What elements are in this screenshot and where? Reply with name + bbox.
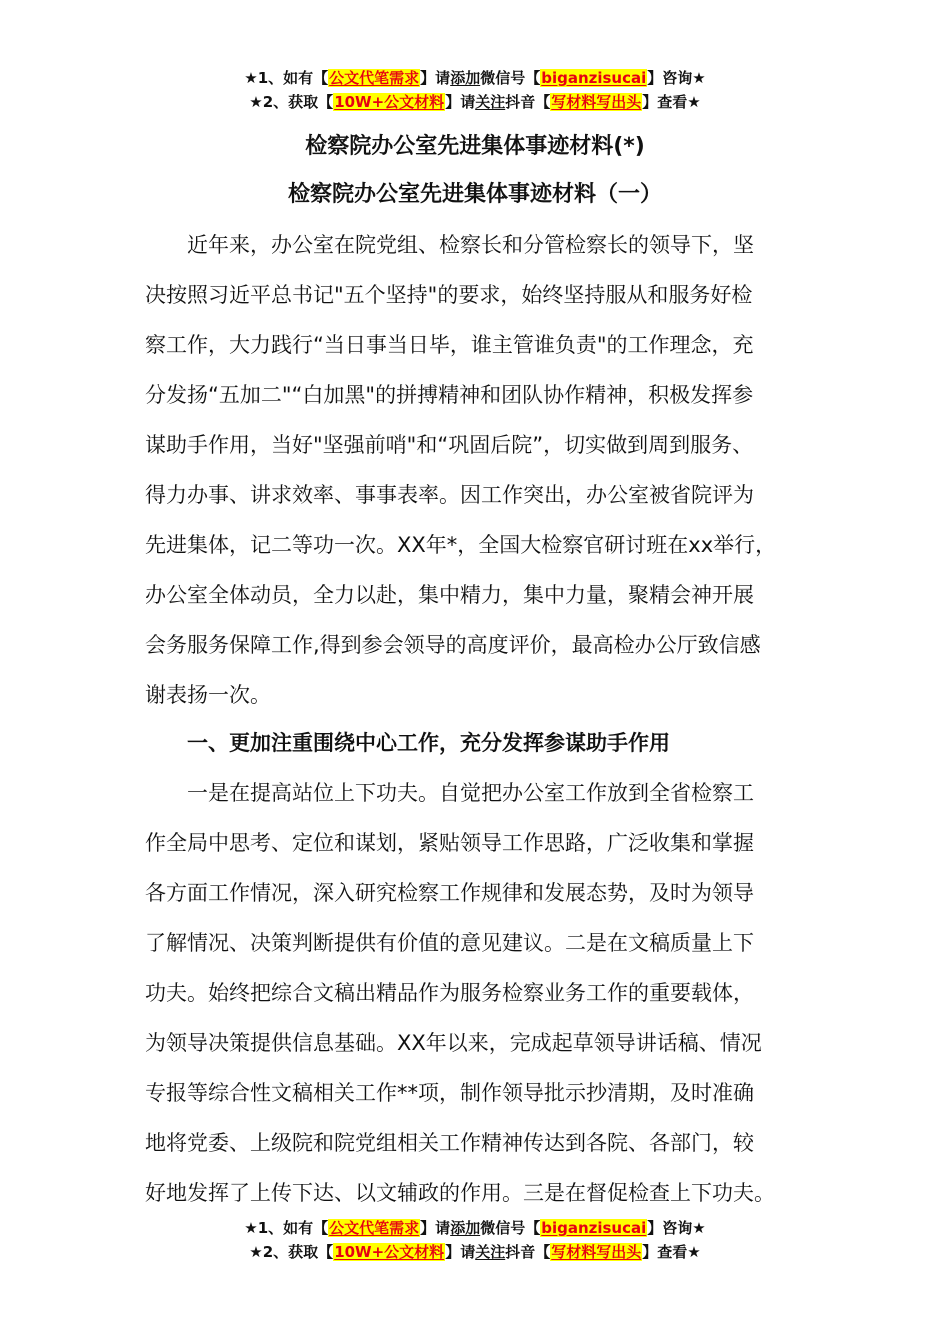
document-title: 检察院办公室先进集体事迹材料(*) — [305, 134, 645, 159]
banner-underline: 添加 — [450, 69, 481, 87]
banner-text: ★2、获取【 — [249, 93, 334, 111]
banner-line-2 — [0, 1240, 950, 1264]
banner-line-1 — [0, 66, 950, 90]
banner-highlight: 10W+公文材料 — [334, 1243, 445, 1261]
banner-line-2 — [0, 90, 950, 114]
banner-text: 微信号【 — [480, 1219, 541, 1237]
text-line: 决按照习近平总书记"五个坚持"的要求，始终坚持服从和服务好检 — [145, 283, 753, 307]
banner-underline: 添加 — [450, 1219, 481, 1237]
banner-highlight: 公文代笔需求 — [329, 69, 420, 87]
bottom-banner — [0, 1216, 950, 1264]
banner-highlight: biganzisucai — [541, 1219, 647, 1237]
banner-text: 】请 — [445, 1243, 476, 1261]
text-line: 办公室全体动员，全力以赴，集中精力，集中力量，聚精会神开展 — [145, 583, 754, 607]
banner-text: ★1、如有【 — [244, 1219, 329, 1237]
top-banner — [0, 66, 950, 114]
banner-highlight: 公文代笔需求 — [329, 1219, 420, 1237]
text-line: 专报等综合性文稿相关工作**项，制作领导批示抄清期，及时准确 — [145, 1081, 754, 1105]
banner-text: 】咨询★ — [647, 69, 706, 87]
text-line: 先进集体，记二等功一次。XX年*，全国大检察官研讨班在xx举行， — [145, 533, 777, 557]
text-line: 一是在提高站位上下功夫。自觉把办公室工作放到全省检察工 — [145, 781, 754, 805]
banner-text: 】查看★ — [642, 93, 701, 111]
text-line: 谢表扬一次。 — [145, 683, 271, 707]
banner-text: 】请 — [420, 1219, 451, 1237]
text-line: 了解情况、决策判断提供有价值的意见建议。二是在文稿质量上下 — [145, 931, 754, 955]
text-line: 为领导决策提供信息基础。XX年以来，完成起草领导讲话稿、情况 — [145, 1031, 762, 1055]
banner-text: 】查看★ — [642, 1243, 701, 1261]
text-line: 会务服务保障工作,得到参会领导的高度评价，最高检办公厅致信感 — [145, 633, 761, 657]
section-heading-1: 一、更加注重围绕中心工作，充分发挥参谋助手作用 — [145, 731, 670, 755]
text-line: 各方面工作情况，深入研究检察工作规律和发展态势，及时为领导 — [145, 881, 754, 905]
banner-text: ★1、如有【 — [244, 69, 329, 87]
text-line: 得力办事、讲求效率、事事表率。因工作突出，办公室被省院评为 — [145, 483, 754, 507]
banner-highlight: 写材料写出头 — [551, 93, 642, 111]
text-line: 近年来，办公室在院党组、检察长和分管检察长的领导下，坚 — [145, 233, 754, 257]
banner-line-1 — [0, 1216, 950, 1240]
text-line: 察工作，大力践行“当日事当日毕，谁主管谁负责"的工作理念，充 — [145, 333, 754, 357]
text-line: 谋助手作用，当好"坚强前哨"和“巩固后院”，切实做到周到服务、 — [145, 433, 754, 457]
banner-highlight: biganzisucai — [541, 69, 647, 87]
document-subtitle: 检察院办公室先进集体事迹材料（一） — [287, 182, 662, 207]
banner-text: 抖音【 — [505, 1243, 551, 1261]
banner-text: 】请 — [445, 93, 476, 111]
text-line: 功夫。始终把综合文稿出精品作为服务检察业务工作的重要载体， — [145, 981, 754, 1005]
paragraph-2 — [145, 768, 825, 1218]
banner-underline: 关注 — [475, 93, 506, 111]
text-line: 分发扬“五加二"“白加黑"的拼搏精神和团队协作精神，积极发挥参 — [145, 383, 754, 407]
banner-text: 】请 — [420, 69, 451, 87]
text-line: 地将党委、上级院和院党组相关工作精神传达到各院、各部门，较 — [145, 1131, 754, 1155]
banner-highlight: 写材料写出头 — [551, 1243, 642, 1261]
text-line: 好地发挥了上传下达、以文辅政的作用。三是在督促检查上下功夫。 — [145, 1181, 775, 1205]
banner-underline: 关注 — [475, 1243, 506, 1261]
banner-highlight: 10W+公文材料 — [334, 93, 445, 111]
banner-text: 】咨询★ — [647, 1219, 706, 1237]
text-line: 作全局中思考、定位和谋划，紧贴领导工作思路，广泛收集和掌握 — [145, 831, 754, 855]
banner-text: ★2、获取【 — [249, 1243, 334, 1261]
banner-text: 抖音【 — [505, 93, 551, 111]
banner-text: 微信号【 — [480, 69, 541, 87]
paragraph-1 — [145, 220, 825, 720]
